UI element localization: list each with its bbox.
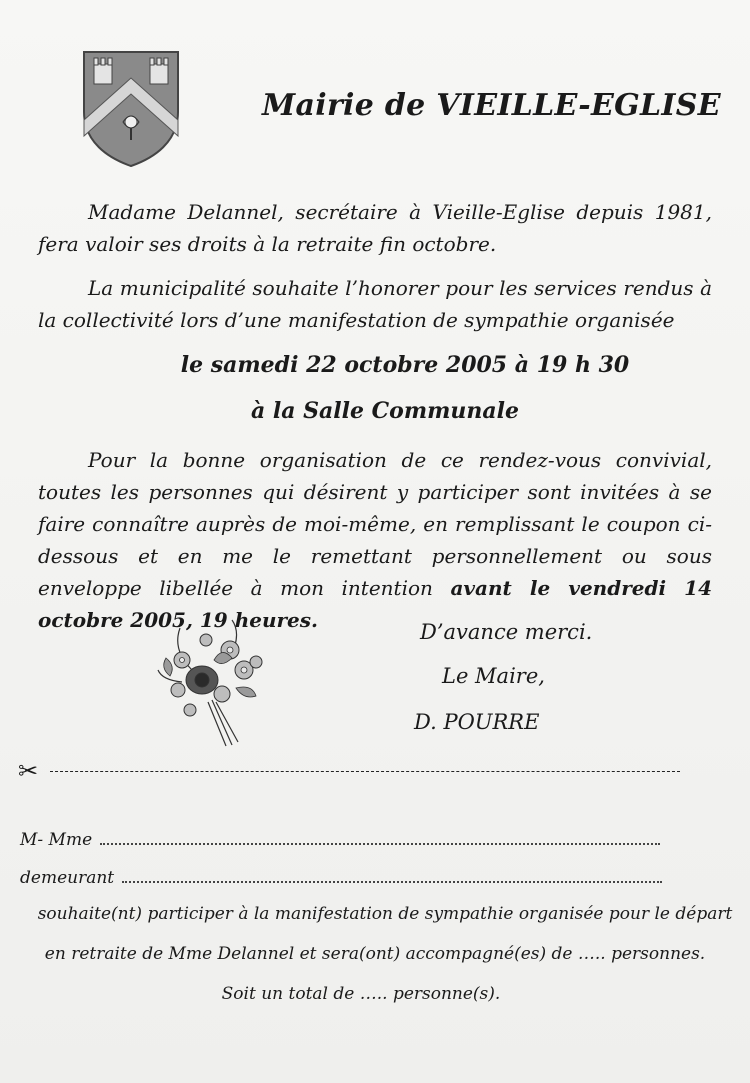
paragraph-retirement-text: Madame Delannel, secrétaire à Vieille-Eglise depuis 1981, fera valoir ses droits à la retraite fin octobre. [38,200,712,256]
scissors-icon: ✂ [18,757,39,785]
signature-role: Le Maire, [442,664,545,688]
coupon-line-3: Soit un total de ….. personne(s). [221,984,501,1004]
coupon-address-line [122,871,662,883]
cut-line [18,758,682,784]
coupon-address-label: demeurant [20,868,115,888]
paragraph-registration-text: Pour la bonne organisation de ce rendez-vous convivial, toutes les personnes qui désirent y participer sont invitées à se faire connaître auprès de moi-même, en remplissant le coupon ci-dessous et en me le remettant personnellement ou sous enveloppe libellée à mon intention [38,448,712,600]
coupon-name-field [20,830,660,850]
coupon-name-line [100,833,660,845]
dashed-divider [50,771,680,772]
signature-thanks: D’avance merci. [420,620,593,644]
event-place: à la Salle Communale [250,398,520,424]
paragraph-retirement [38,196,712,260]
signature-name: D. POURRE [414,710,540,734]
event-date: le samedi 22 octobre 2005 à 19 h 30 [180,352,630,378]
coupon-line-1: souhaite(nt) participer à la manifestation de sympathie organisée pour le départ [37,904,733,924]
page-title: Mairie de VIEILLE-EGLISE [262,88,721,123]
flower-bouquet-icon [152,610,277,750]
coupon-name-label: M- Mme [20,830,93,850]
coupon-line-2: en retraite de Mme Delannel et sera(ont) accompagné(es) de ….. personnes. [44,944,706,964]
registration-deadline: avant le vendredi 14 octobre 2005, 19 heures. [38,576,712,632]
coupon-address-field [20,868,662,888]
paragraph-honor-text: La municipalité souhaite l’honorer pour les services rendus à la collectivité lors d’une manifestation de sympathie organisée [38,276,712,332]
paragraph-registration [38,444,712,636]
coat-of-arms-icon [82,50,180,168]
paragraph-honor [38,272,712,336]
